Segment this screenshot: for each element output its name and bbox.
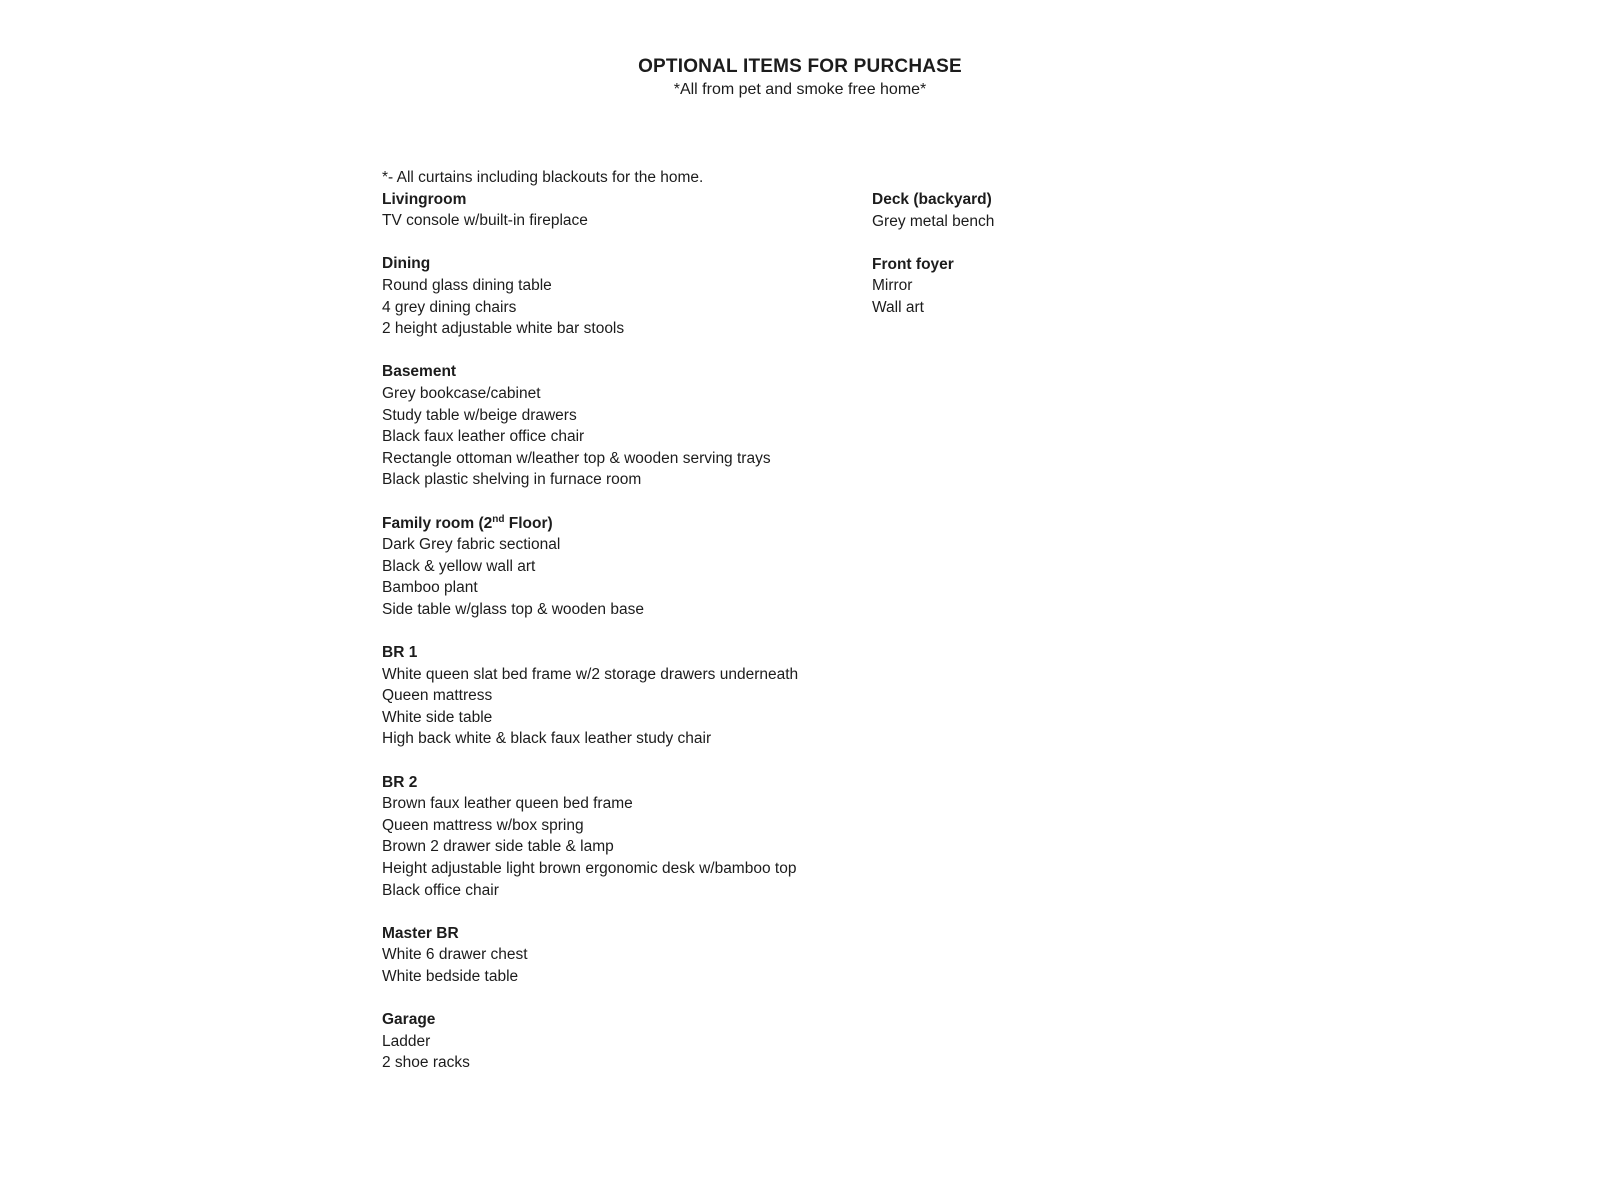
room-section [872, 189, 1202, 232]
item-line: White bedside table [382, 967, 519, 985]
room-heading: Livingroom [382, 190, 467, 208]
room-section [382, 253, 942, 339]
right-column [872, 189, 1202, 340]
item-line: Mirror [872, 277, 913, 295]
item-line: Bamboo plant [382, 579, 478, 597]
room-section [872, 254, 1202, 319]
room-heading: Garage [382, 1011, 436, 1029]
item-line: Round glass dining table [382, 276, 552, 294]
room-section [382, 772, 942, 902]
item-line: Ladder [382, 1032, 431, 1050]
item-line: Side table w/glass top & wooden base [382, 600, 644, 618]
item-line: White queen slat bed frame w/2 storage drawers underneath [382, 665, 799, 683]
item-line: Queen mattress [382, 687, 493, 705]
page-title: OPTIONAL ITEMS FOR PURCHASE [638, 56, 962, 77]
item-line: 4 grey dining chairs [382, 298, 517, 316]
room-section [382, 923, 942, 988]
room-heading: Basement [382, 363, 457, 381]
item-line: Study table w/beige drawers [382, 406, 577, 424]
item-line: White side table [382, 708, 493, 726]
room-section [382, 642, 942, 750]
item-line: Queen mattress w/box spring [382, 816, 584, 834]
item-line: Black plastic shelving in furnace room [382, 471, 642, 489]
curtains-note: *- All curtains including blackouts for the home. [382, 169, 704, 186]
page-subtitle: *All from pet and smoke free home* [673, 81, 927, 98]
item-line: Wall art [872, 298, 924, 316]
left-column [382, 167, 942, 1096]
item-line: Rectangle ottoman w/leather top & wooden serving trays [382, 449, 771, 467]
item-line: 2 shoe racks [382, 1054, 470, 1072]
item-line: Grey metal bench [872, 212, 995, 230]
item-line: TV console w/built-in fireplace [382, 212, 588, 230]
room-heading: Family room (2nd Floor) [382, 513, 553, 532]
item-line: 2 height adjustable white bar stools [382, 320, 625, 338]
room-heading: Dining [382, 255, 431, 273]
room-heading: BR 1 [382, 644, 418, 662]
document-header [382, 54, 1218, 101]
room-section [382, 361, 942, 491]
item-line: Brown faux leather queen bed frame [382, 795, 633, 813]
item-line: Height adjustable light brown ergonomic desk w/bamboo top [382, 860, 797, 877]
item-line: White 6 drawer chest [382, 946, 528, 964]
item-line: High back white & black faux leather study chair [382, 730, 712, 748]
item-line: Black office chair [382, 881, 499, 899]
room-section [382, 1009, 942, 1074]
room-heading: Front foyer [872, 255, 954, 273]
item-line: Brown 2 drawer side table & lamp [382, 838, 614, 856]
left-sections [382, 189, 942, 1074]
item-line: Black faux leather office chair [382, 428, 585, 446]
room-heading: Deck (backyard) [872, 191, 992, 208]
room-section [382, 189, 942, 232]
item-line: Dark Grey fabric sectional [382, 536, 561, 554]
item-line: Grey bookcase/cabinet [382, 384, 541, 402]
room-heading: BR 2 [382, 773, 418, 791]
room-heading: Master BR [382, 924, 459, 942]
item-line: Black & yellow wall art [382, 557, 536, 575]
room-section [382, 513, 942, 621]
